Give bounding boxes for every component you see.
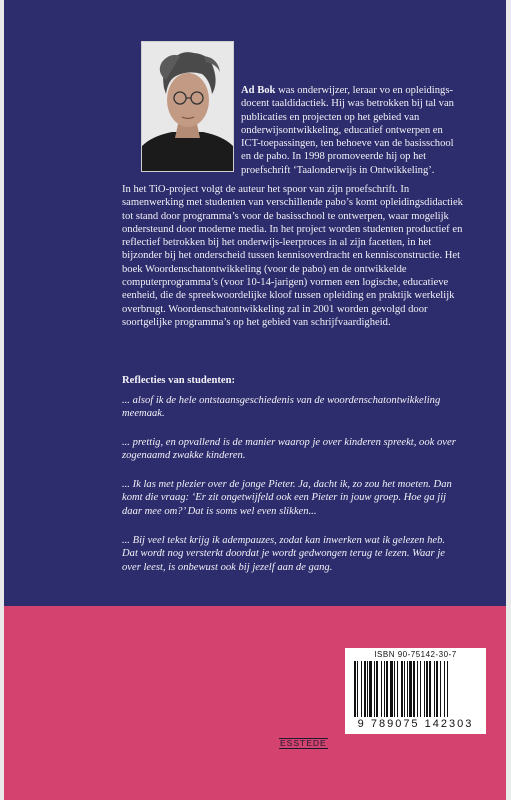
barcode-stripe — [357, 661, 358, 717]
barcode-stripe — [407, 661, 408, 717]
barcode-stripe — [413, 661, 415, 717]
barcode-stripe — [369, 661, 372, 717]
barcode-stripe — [429, 661, 431, 717]
author-bio-text: was onderwijzer, leraar vo en opleidingsdocent taaldidactiek. Hij was betrokken bij tal van publicaties en projecten op het gebied van onderwijsontwikkeling, educatief ontwerpen en ICT-toepassingen, ten behoeve van de basisschool en de pabo. In 1998 promoveerde hij op het proefschrift ‘Taalonderwijs in Ontwikkeling’. — [241, 85, 454, 176]
barcode-stripe — [381, 661, 382, 717]
student-quote-1: ... alsof ik de hele ontstaansgeschiedenis van de woordenschatontwikkeling meemaak. — [122, 395, 441, 420]
barcode-stripe — [354, 661, 356, 717]
student-quote-3: ... Ik las met plezier over de jonge Pieter. Ja, dacht ik, zo zou het moeten. Dan komt die vraag: ‘Er zit ongetwijfeld ook een Pieter in jouw groep. Hoe ga jij daar mee om?’ Dat is soms wel even slikken... — [122, 479, 452, 517]
barcode-stripe — [390, 661, 393, 717]
barcode-stripe — [440, 661, 441, 717]
barcode-stripe — [436, 661, 438, 717]
barcode-box — [345, 648, 486, 734]
barcode-stripe — [374, 661, 375, 717]
barcode-stripe — [409, 661, 412, 717]
barcode-stripe — [426, 661, 428, 717]
barcode-stripe — [434, 661, 435, 717]
author-name: Ad Bok — [241, 85, 276, 96]
barcode-stripe — [447, 661, 448, 717]
author-portrait-image — [142, 42, 233, 171]
barcode-stripe — [420, 661, 421, 717]
isbn-number: ISBN 90-75142-30-7 — [374, 650, 457, 659]
student-quote-2: ... prettig, en opvallend is de manier waarop je over kinderen spreekt, ook over zogenaamd zwakke kinderen. — [122, 437, 456, 462]
barcode-stripe — [367, 661, 368, 717]
author-photo — [141, 41, 234, 172]
barcode-stripe — [386, 661, 388, 717]
barcode-stripe — [401, 661, 403, 717]
barcode-stripe — [361, 661, 362, 717]
book-back-cover — [4, 0, 506, 800]
ean-number: 9 789075 142303 — [357, 718, 474, 730]
author-bio — [241, 84, 463, 177]
barcode-stripe — [376, 661, 378, 717]
description-paragraph: In het TiO-project volgt de auteur het spoor van zijn proefschrift. In samenwerking met studenten van verschillende pabo’s komt opleidingsdidactiek tot stand door programma’s voor de basisschool te ontwerpen, waar mogelijk ondersteund door moderne media. In het project worden studenten productief en reflectief betrokken bij het onderwijs-leerproces in al zijn facetten, in het bijzonder bij het onderscheid tussen kennisoverdracht en kennisconstructie. Het boek Woordenschatontwikkeling (voor de pabo) en de ontwikkelde computerprogramma’s (voor 10-14-jarigen) vormen een logische, educatieve eenheid, die de spreekwoordelijke kloof tussen opleiding en praktijk werkelijk overbrugt. Woordenschatontwikkeling zal in 2001 worden gevolgd door soortgelijke programma’s op het gebied van schrijfvaardigheid. — [122, 184, 463, 328]
publisher-logo: ESSTEDE — [280, 738, 327, 748]
barcode-bars — [354, 661, 478, 717]
barcode-stripe — [404, 661, 405, 717]
student-quote-4: ... Bij veel tekst krijg ik adempauzes, zodat kan inwerken wat ik gelezen heb. Dat wordt nog versterkt doordat je wordt gedwongen terug te lezen. Waar je over leest, is onbewust ook bij jezelf aan de gang. — [122, 535, 446, 573]
barcode-stripe — [394, 661, 395, 717]
barcode-stripe — [384, 661, 385, 717]
barcode-stripe — [417, 661, 418, 717]
reflections-heading: Reflecties van studenten: — [122, 375, 235, 386]
barcode-stripe — [364, 661, 366, 717]
barcode-stripe — [397, 661, 398, 717]
barcode-stripe — [424, 661, 425, 717]
barcode-stripe — [444, 661, 445, 717]
